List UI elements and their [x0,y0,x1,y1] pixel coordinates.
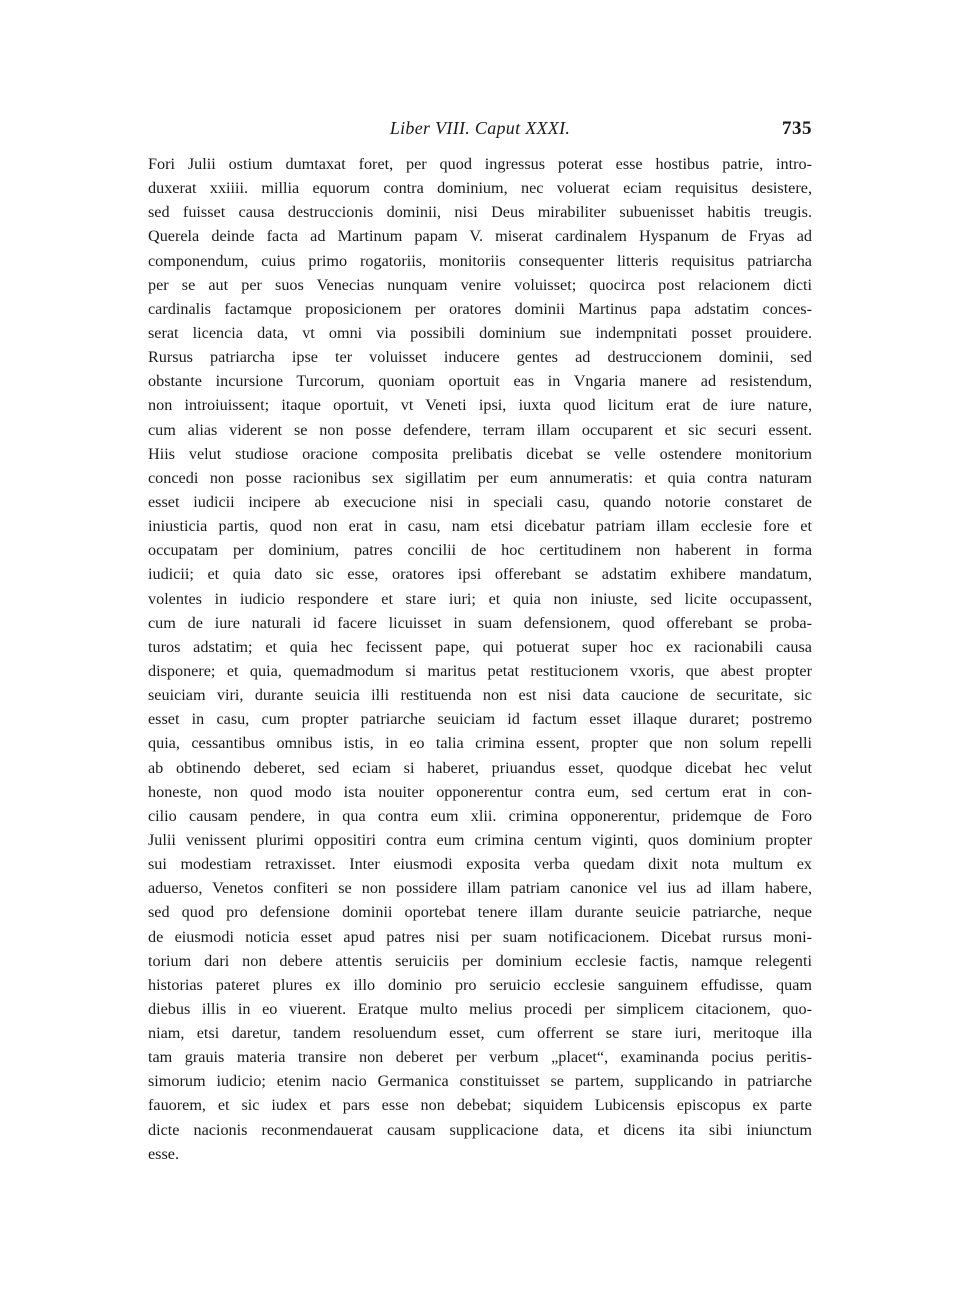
text-line: iudicii; et quia dato sic esse, oratores ipsi offerebant se adstatim exhibere mandatum, [148,565,812,584]
running-title: Liber VIII. Caput XXXI. [389,118,571,138]
text-line: sed fuisset causa destruccionis dominii, nisi Deus mirabiliter subuenisset habitis treugis. [148,203,812,222]
text-line: de eiusmodi noticia esset apud patres nisi per suam notificacionem. Dicebat rursus moni- [148,927,812,946]
text-line: tam grauis materia transire non deberet per verbum „placet“, examinanda pocius peritis- [148,1048,812,1067]
text-line: volentes in iudicio respondere et stare iuri; et quia non iniuste, sed licite occupassent, [148,589,812,608]
text-line: honeste, non quod modo ista nouiter opponerentur contra eum, sed certum erat in con- [148,782,812,801]
text-line: diebus illis in eo viuerent. Eratque multo melius procedi per simplicem citacionem, quo- [148,999,812,1018]
text-line: sed quod pro defensione dominii oportebat tenere illam durante seuicie patriarche, neque [148,903,812,922]
text-line: niam, etsi daretur, tandem resoluendum esset, cum offerrent se stare iuri, meritoque illa [148,1024,812,1043]
text-line: fauorem, et sic iudex et pars esse non debebat; siquidem Lubicensis episcopus ex parte [148,1096,812,1115]
text-line: iniusticia partis, quod non erat in casu, nam etsi dicebatur patriam illam ecclesie fore et [148,517,812,536]
body-text [148,152,812,1166]
text-line: aduerso, Venetos confiteri se non possidere illam patriam canonice vel ius ad illam habere, [148,879,812,898]
running-head [148,118,812,144]
text-line: concedi non posse racionibus sex sigillatim per eum annumeratis: et quia contra naturam [148,468,812,487]
text-line: cilio causam pendere, in qua contra eum xlii. crimina opponerentur, pridemque de Foro [148,806,812,825]
text-line: disponere; et quia, quemadmodum si maritus petat restitucionem vxoris, que abest propter [148,661,812,680]
text-line: dicte nacionis reconmendauerat causam supplicacione data, et dicens ita sibi iniunctum [148,1120,812,1139]
text-line: quia, cessantibus omnibus istis, in eo talia crimina essent, propter que non solum repelli [148,734,812,753]
text-line: torium dari non debere attentis seruiciis per dominium ecclesie factis, namque relegenti [148,951,812,970]
text-line: esset in casu, cum propter patriarche seuiciam id factum esset illaque duraret; postremo [148,710,812,729]
text-line: obstante incursione Turcorum, quoniam oportuit eas in Vngaria manere ad resistendum, [148,372,812,391]
text-line: cardinalis factamque proposicionem per oratores dominii Martinus papa adstatim conces- [148,299,812,318]
text-line: cum alias viderent se non posse defendere, terram illam occuparent et sic securi essent. [148,420,812,439]
text-line: esset iudicii incipere ab execucione nisi in speciali casu, quando notorie constaret de [148,492,812,511]
text-line: historias pateret plures ex illo dominio pro seruicio ecclesie sanguinem effudisse, quam [148,975,812,994]
text-line: seuiciam viri, durante seuicia illi restituenda non est nisi data caucione de securitate, sic [148,686,812,705]
text-line: ab obtinendo deberet, sed eciam si haberet, priuandus esset, quodque dicebat hec velut [148,758,812,777]
page-number: 735 [782,118,812,139]
text-line: serat licencia data, vt omni via possibili dominium sue indempnitati posset prouidere. [148,323,812,342]
text-line: componendum, cuius primo rogatoriis, monitoriis consequenter litteris requisitus patriarcha [148,251,812,270]
text-line: cum de iure naturali id facere licuisset in suam defensionem, quod offerebant se proba- [148,613,812,632]
text-line: occupatam per dominium, patres concilii de hoc certitudinem non haberent in forma [148,541,812,560]
text-line: esse. [148,1144,180,1163]
text-line: duxerat xxiiii. millia equorum contra dominium, nec voluerat eciam requisitus desistere, [148,179,812,198]
text-line: turos adstatim; et quia hec fecissent pape, qui potuerat super hoc ex racionabili causa [148,637,812,656]
text-line: Hiis velut studiose oracione composita prelibatis dicebat se velle ostendere monitorium [148,444,812,463]
text-line: non introiuissent; itaque oportuit, vt Veneti ipsi, iuxta quod licitum erat de iure nature, [148,396,812,415]
text-line: Rursus patriarcha ipse ter voluisset inducere gentes ad destruccionem dominii, sed [148,348,812,367]
text-line: Querela deinde facta ad Martinum papam V. miserat cardinalem Hyspanum de Fryas ad [148,227,812,246]
text-line: Julii venissent plurimi oppositiri contra eum crimina centum viginti, quos dominium propter [148,830,812,849]
text-line: Fori Julii ostium dumtaxat foret, per quod ingressus poterat esse hostibus patrie, intro- [148,155,812,173]
text-line: sui modestiam retraxisset. Inter eiusmodi exposita verba quedam dixit nota multum ex [148,855,812,874]
text-line: per se aut per suos Venecias nunquam venire voluisset; quocirca post relacionem dicti [148,275,812,294]
text-line: simorum iudicio; etenim nacio Germanica constituisset se partem, supplicando in patriarche [148,1072,812,1091]
